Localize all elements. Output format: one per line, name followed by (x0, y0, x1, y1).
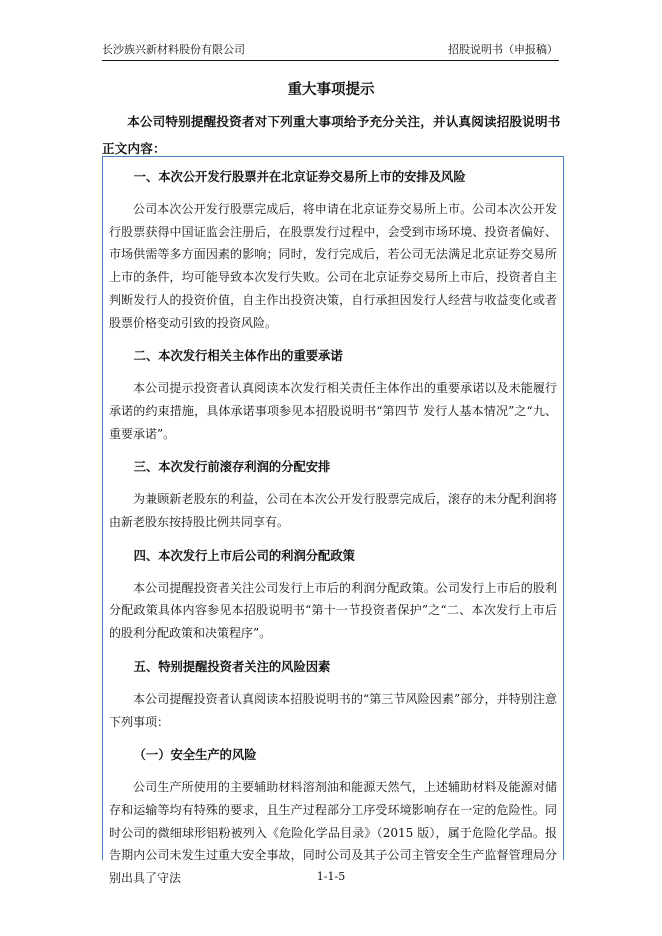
header-rule (102, 60, 559, 61)
subsection-1-heading: （一）安全生产的风险 (133, 748, 257, 763)
section-5-body: 本公司提醒投资者认真阅读本招股说明书的“第三节风险因素”部分，并特别注意下列事项： (109, 691, 557, 729)
section-3-heading: 三、本次发行前滚存利润的分配安排 (133, 460, 331, 475)
page-number: 1-1-5 (316, 870, 346, 883)
section-1-heading: 一、本次公开发行股票并在北京证券交易所上市的安排及风险 (133, 170, 466, 184)
subsection-1-body: 公司生产所使用的主要辅助材料溶剂油和能源天然气，上述辅助材料及能源对储存和运输等均有特殊的要求，且生产过程部分工序受环境影响存在一定的危险性。同时公司的微细球形铝粉被列入《危险化学品目录》（2015 版），属于危险化学品。报告期内公司未发生过重大安全事故，同时公司及其子公司主管安全生产监督管理局分别出具了守法 (109, 780, 557, 886)
section-2-body: 本公司提示投资者认真阅读本次发行相关责任主体作出的重要承诺以及未能履行承诺的约束措施，具体承诺事项参见本招股说明书“第四节 发行人基本情况”之“九、重要承诺”。 (109, 381, 557, 441)
header-company: 长沙族兴新材料股份有限公司 (102, 43, 245, 56)
section-2-heading: 二、本次发行相关主体作出的重要承诺 (133, 349, 343, 364)
page-title: 重大事项提示 (287, 82, 375, 98)
section-4-heading: 四、本次发行上市后公司的利润分配政策 (133, 548, 355, 563)
section-4-body: 本公司提醒投资者关注公司发行上市后的利润分配政策。公司发行上市后的股利分配政策具体内容参见本招股说明书“第十一节投资者保护”之“二、本次发行上市后的股利分配政策和决策程序”。 (109, 580, 557, 641)
intro-paragraph: 本公司特别提醒投资者对下列重大事项给予充分关注，并认真阅读招股说明书正文内容： (102, 114, 561, 156)
header-doc-type: 招股说明书（申报稿） (448, 43, 558, 56)
section-3-body: 为兼顾新老股东的利益，公司在本次公开发行股票完成后，滚存的未分配利润将由新老股东按持股比例共同享有。 (109, 492, 557, 530)
section-5-heading: 五、特别提醒投资者关注的风险因素 (133, 659, 331, 674)
section-1-body: 公司本次公开发行股票完成后，将申请在北京证券交易所上市。公司本次公开发行股票获得中国证监会注册后，在股票发行过程中，会受到市场环境、投资者偏好、市场供需等多方面因素的影响；同时，发行完成后，若公司无法满足北京证券交易所上市的条件，均可能导致本次发行失败。公司在北京证券交易所上市后，投资者自主判断发行人的投资价值，自主作出投资决策，自行承担因发行人经营与收益变化或者股票价格变动引致的投资风险。 (109, 202, 557, 330)
